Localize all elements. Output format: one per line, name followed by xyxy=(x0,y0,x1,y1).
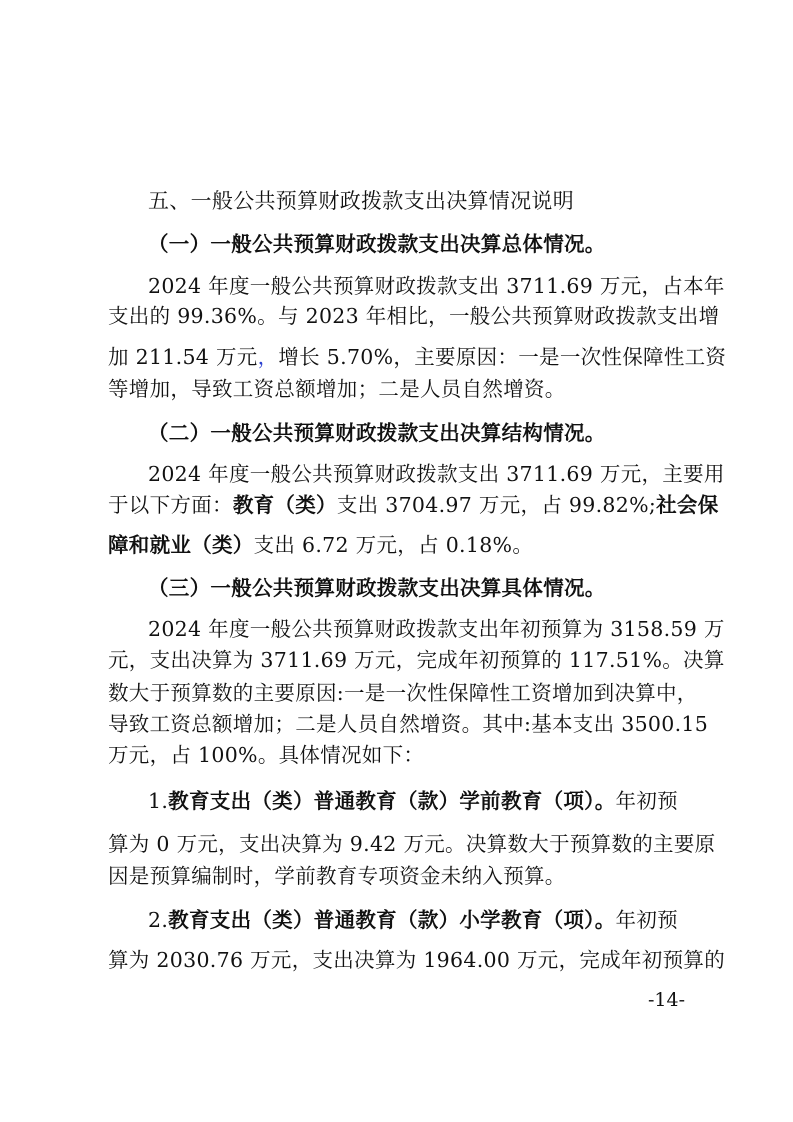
sub3-line-4: 导致工资总额增加；二是人员自然增资。其中:基本支出 3500.15 xyxy=(108,712,709,736)
sub1-line-4: 等增加，导致工资总额增加；二是人员自然增资。 xyxy=(108,377,566,401)
sub2-line-3b: 支出 6.72 万元，占 0.18%。 xyxy=(253,533,534,557)
sub1-line-1: 2024 年度一般公共预算财政拨款支出 3711.69 万元，占本年 xyxy=(148,274,725,298)
sub2-line-2c: 支出 3704.97 万元，占 99.82%; xyxy=(336,493,657,517)
sub1-line-2: 支出的 99.36%。与 2023 年相比，一般公共预算财政拨款支出增 xyxy=(108,304,720,328)
sub3-heading: （三）一般公共预算财政拨款支出决算具体情况。 xyxy=(148,576,606,600)
sub1-line-3-comma: ， xyxy=(257,345,279,369)
sub1-line-3b: 增长 5.70%，主要原因：一是一次性保障性工资 xyxy=(278,345,727,369)
item2-title: 教育支出（类）普通教育（款）小学教育（项）。 xyxy=(168,908,616,932)
sub1-line-3 xyxy=(108,342,726,372)
page-number: -14- xyxy=(648,989,686,1011)
sub2-heading: （二）一般公共预算财政拨款支出决算结构情况。 xyxy=(148,421,606,445)
sub2-social-security-b: 障和就业（类） xyxy=(108,533,254,557)
sub2-education-category: 教育（类） xyxy=(232,493,337,517)
item1-line-2: 算为 0 万元，支出决算为 9.42 万元。决算数大于预算数的主要原 xyxy=(108,832,716,856)
sub3-line-5: 万元，占 100%。具体情况如下： xyxy=(108,743,425,767)
sub1-line-3a: 加 211.54 万元 xyxy=(108,345,258,369)
item1-number: 1. xyxy=(148,789,169,813)
sub1-heading: （一）一般公共预算财政拨款支出决算总体情况。 xyxy=(148,232,606,256)
item2-number: 2. xyxy=(148,908,169,932)
item2-line-1-tail: 年初预 xyxy=(615,908,678,932)
item1-line-3: 因是预算编制时，学前教育专项资金未纳入预算。 xyxy=(108,864,566,888)
sub3-line-2: 元，支出决算为 3711.69 万元，完成年初预算的 117.51%。决算 xyxy=(108,648,725,672)
section-title: 五、一般公共预算财政拨款支出决算情况说明 xyxy=(148,189,574,213)
sub2-social-security-a: 社会保 xyxy=(656,493,719,517)
item1-title: 教育支出（类）普通教育（款）学前教育（项）。 xyxy=(168,789,616,813)
item1-line-1-tail: 年初预 xyxy=(615,789,678,813)
sub2-line-2a: 于以下方面： xyxy=(108,493,233,517)
item2-line-1 xyxy=(148,905,678,935)
sub2-line-2 xyxy=(108,490,719,520)
sub3-line-3: 数大于预算数的主要原因:一是一次性保障性工资增加到决算中， xyxy=(108,681,698,705)
sub2-line-1: 2024 年度一般公共预算财政拨款支出 3711.69 万元，主要用 xyxy=(148,462,725,486)
sub2-line-3 xyxy=(108,530,533,560)
sub3-line-1: 2024 年度一般公共预算财政拨款支出年初预算为 3158.59 万 xyxy=(148,617,725,641)
item1-line-1 xyxy=(148,786,678,816)
item2-line-2: 算为 2030.76 万元，支出决算为 1964.00 万元，完成年初预算的 xyxy=(108,948,726,972)
